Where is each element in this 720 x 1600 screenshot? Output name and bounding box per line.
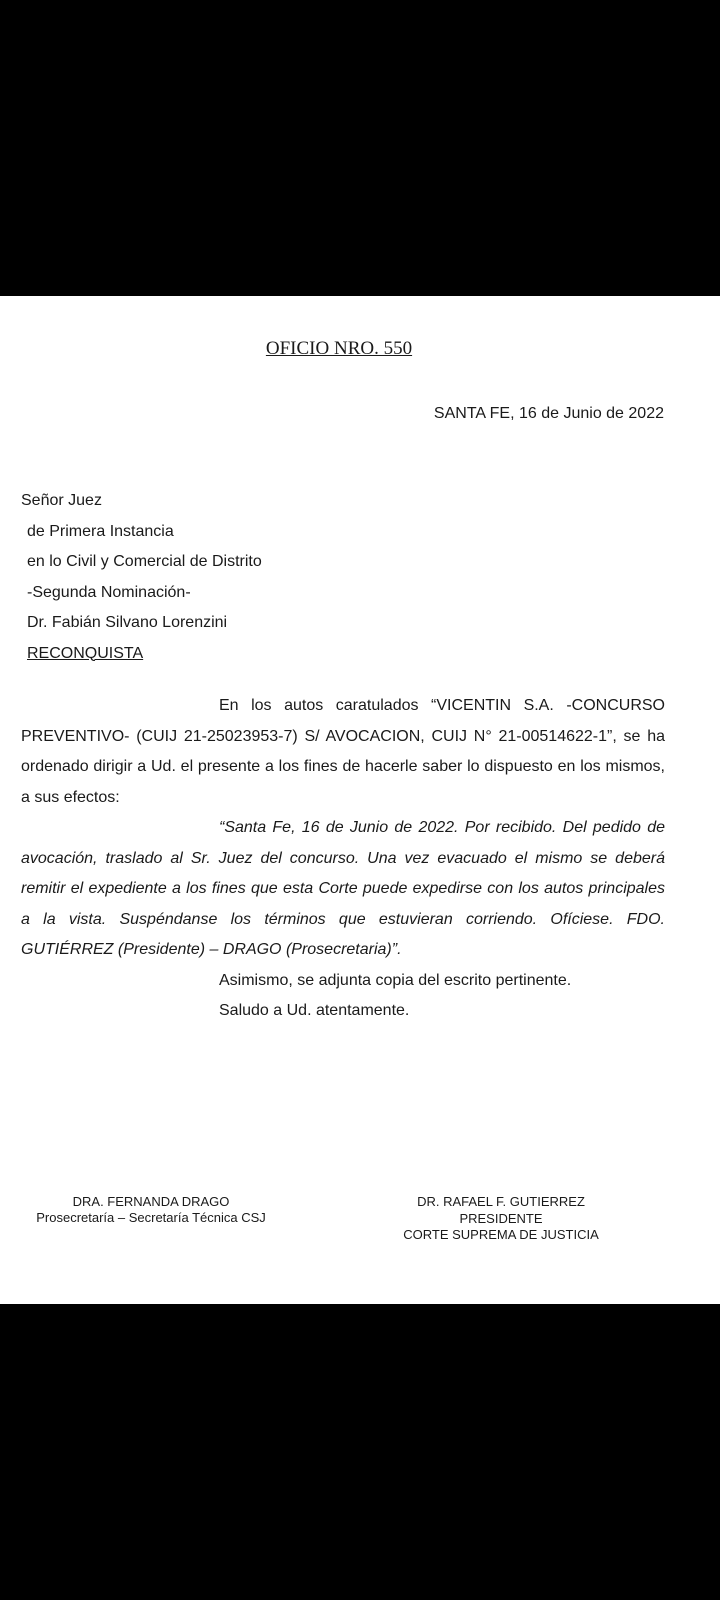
signer-name: DR. RAFAEL F. GUTIERREZ — [417, 1194, 585, 1209]
document-page — [0, 296, 720, 1304]
signature-right — [381, 1194, 621, 1244]
addressee-city: RECONQUISTA — [27, 644, 144, 662]
signature-left — [21, 1194, 281, 1226]
document-title: OFICIO NRO. 550 — [265, 338, 413, 359]
signer-role: Prosecretaría – Secretaría Técnica CSJ — [36, 1210, 266, 1225]
closing-line: Saludo a Ud. atentamente. — [219, 1002, 410, 1019]
closing-line: Asimismo, se adjunta copia del escrito pertinente. — [219, 971, 572, 989]
addressee-line: -Segunda Nominación- — [27, 583, 191, 601]
body-text — [21, 691, 665, 1027]
addressee-block — [21, 486, 262, 669]
body-paragraph: En los autos caratulados “VICENTIN S.A. -CONCURSO PREVENTIVO- (CUIJ 21-25023953-7) S/ AVOCACION, CUIJ N° 21-00514622-1”, se ha ordenado dirigir a Ud. el presente a los fines de hacerle saber lo dispuesto en los mismos, a sus efectos: — [21, 697, 665, 806]
signer-name: DRA. FERNANDA DRAGO — [72, 1194, 230, 1209]
addressee-line: en lo Civil y Comercial de Distrito — [27, 553, 262, 570]
signer-institution: CORTE SUPREMA DE JUSTICIA — [403, 1227, 599, 1242]
date-line: SANTA FE, 16 de Junio de 2022 — [433, 405, 664, 422]
quoted-resolution: “Santa Fe, 16 de Junio de 2022. Por recibido. Del pedido de avocación, traslado al Sr. Juez del concurso. Una vez evacuado el mismo se deberá remitir el expediente a los fines que esta Corte puede expedirse con los autos principales a la vista. Suspéndanse los términos que estuvieran corriendo. Ofíciese. FDO. GUTIÉRREZ (Presidente) – DRAGO (Prosecretaria)”. — [21, 819, 665, 958]
addressee-line: Señor Juez — [21, 492, 102, 509]
addressee-line: de Primera Instancia — [27, 522, 174, 540]
signer-role: PRESIDENTE — [459, 1210, 543, 1226]
addressee-line: Dr. Fabián Silvano Lorenzini — [27, 614, 228, 631]
